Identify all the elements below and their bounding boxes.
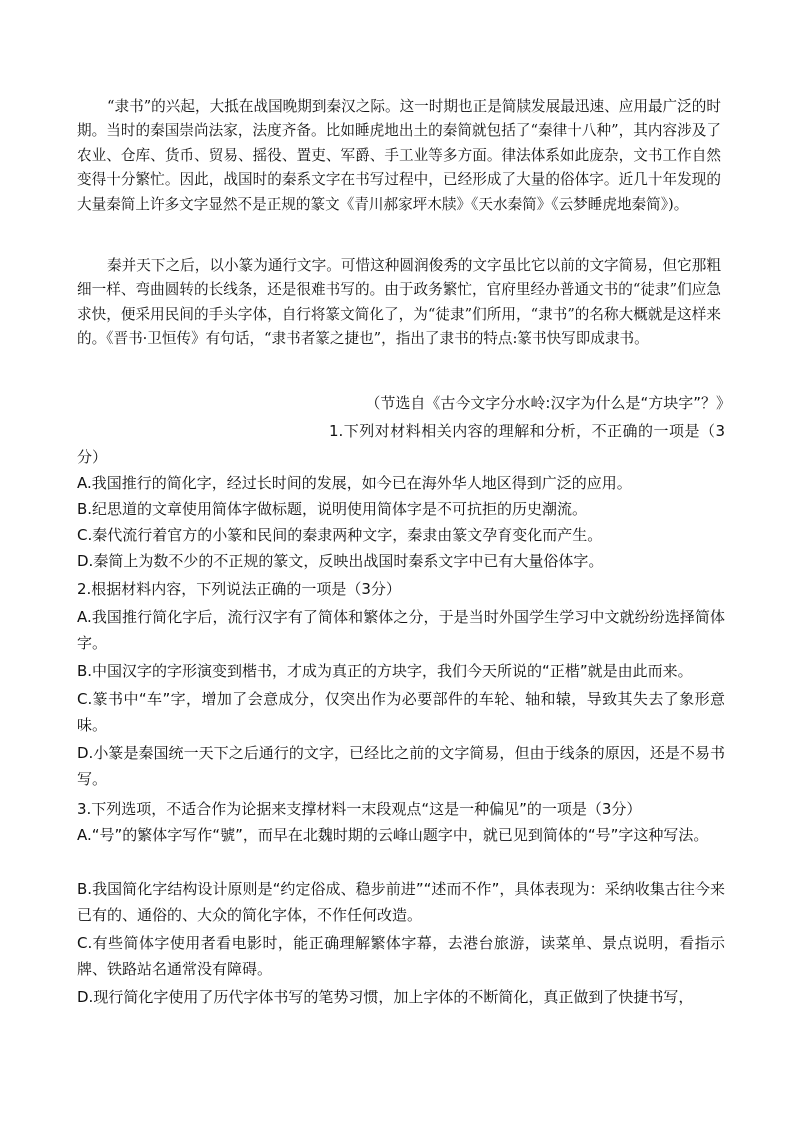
question-1-option-c: C.秦代流行着官方的小篆和民间的秦隶两种文字，秦隶由篆文孕育变化而产生。 bbox=[77, 526, 603, 544]
passage-source: （节选自《古今文字分水岭:汉字为什么是“方块字”？》 bbox=[365, 394, 731, 412]
question-2-option-b: B.中国汉字的字形演变到楷书，才成为真正的方块字，我们今天所说的“正楷”就是由此而来。 bbox=[77, 662, 693, 680]
question-1-option-d: D.秦简上为数不少的不正规的篆文，反映出战国时秦系文字中已有大量俗体字。 bbox=[77, 552, 604, 570]
passage-paragraph-1: “隶书”的兴起，大抵在战国晚期到秦汉之际。这一时期也正是简牍发展最迅速、应用最广泛的时期。当时的秦国崇尚法家，法度齐备。比如睡虎地出土的秦简就包括了“秦律十八种”，其内容涉及了农业、仓库、货币、贸易、摇役、置吏、军爵、手工业等多方面。律法体系如此庞杂，文书工作自然变得十分繁忙。因此，战国时的秦系文字在书写过程中，已经形成了大量的俗体字。近几十年发现的大量秦简上许多文字显然不是正规的篆文《青川郝家坪木牍》《天水秦简》《云梦睡虎地秦简》)。 bbox=[77, 98, 721, 213]
question-3-option-a: A.“号”的繁体字写作“號”，而早在北魏时期的云峰山题字中，就已见到简体的“号”字这种写法。 bbox=[77, 826, 709, 844]
passage-paragraph-2: 秦并天下之后，以小篆为通行文字。可惜这种圆润俊秀的文字虽比它以前的文字简易，但它那粗细一样、弯曲圆转的长线条，还是很难书写的。由于政务繁忙，官府里经办普通文书的“徒隶”们应急求快，便采用民间的手头字体，自行将篆文简化了，为“徒隶”们所用，“隶书”的名称大概就是这样来的。《晋书·卫恒传》有句话，“隶书者篆之捷也”，指出了隶书的特点:篆书快写即成隶书。 bbox=[77, 257, 721, 348]
question-2-stem: 2.根据材料内容，下列说法正确的一项是（3分） bbox=[77, 580, 401, 598]
question-2-option-c: C.篆书中“车”字，增加了会意成分，仅突出作为必要部件的车轮、轴和辕，导致其失去了象形意味。 bbox=[77, 690, 725, 734]
question-1-option-b: B.纪思道的文章使用简体字做标题，说明使用简体字是不可抗拒的历史潮流。 bbox=[77, 500, 588, 518]
question-1-stem: 1.下列对材料相关内容的理解和分析，不正确的一项是（3分） bbox=[77, 422, 725, 466]
question-3-stem: 3.下列选项，不适合作为论据来支撑材料一末段观点“这是一种偏见”的一项是（3分） bbox=[77, 800, 642, 818]
question-1-option-a: A.我国推行的简化字，经过长时间的发展，如今已在海外华人地区得到广泛的应用。 bbox=[77, 474, 632, 492]
question-2-option-d: D.小篆是秦国统一天下之后通行的文字，已经比之前的文字简易，但由于线条的原因，还是不易书写。 bbox=[77, 744, 725, 788]
question-3-option-d: D.现行简化字使用了历代字体书写的笔势习惯，加上字体的不断简化，真正做到了快捷书写， bbox=[77, 988, 694, 1006]
question-3-option-c: C.有些简体字使用者看电影时，能正确理解繁体字幕，去港台旅游，读菜单、景点说明，看指示牌、铁路站名通常没有障碍。 bbox=[77, 934, 725, 978]
question-3-option-b: B.我国简化字结构设计原则是“约定俗成、稳步前进”“述而不作”，具体表现为：采纳收集古往今来已有的、通俗的、大众的简化字体，不作任何改造。 bbox=[77, 880, 725, 924]
question-2-option-a: A.我国推行简化字后，流行汉字有了简体和繁体之分，于是当时外国学生学习中文就纷纷选择简体字。 bbox=[77, 608, 725, 652]
